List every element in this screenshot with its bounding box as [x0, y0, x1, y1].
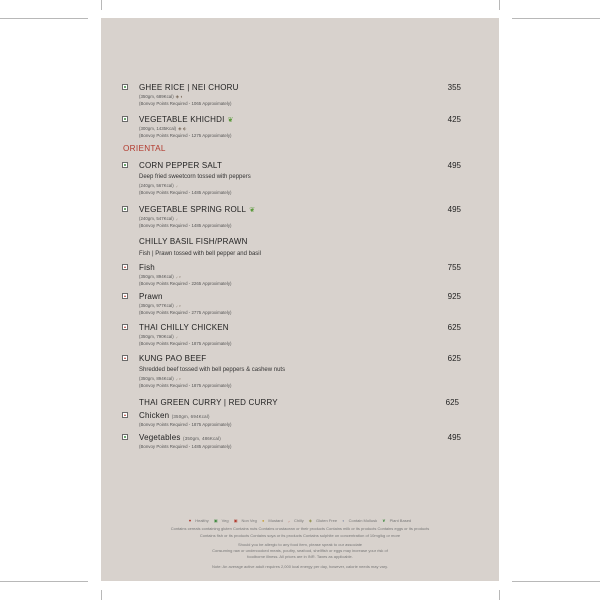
item-price: 625	[447, 354, 461, 363]
crustacean-icon: ⸝ ⸗	[175, 303, 181, 308]
legend-label: Plant Based	[389, 518, 412, 523]
chilly-icon: ⸝	[175, 216, 178, 221]
dish-group-title: CHILLY BASIL FISH/PRAWN	[139, 237, 248, 246]
non-veg-icon	[122, 412, 128, 418]
item-weight-kcal: (350gm, 977Kcal)	[139, 303, 174, 308]
non-veg-icon	[122, 324, 128, 330]
veg-icon	[122, 434, 128, 440]
crop-mark	[499, 0, 500, 10]
section-heading-oriental: ORIENTAL	[123, 144, 166, 153]
nuts-icon: ⸝ ⸗	[175, 376, 181, 381]
item-name: Prawn	[139, 292, 163, 301]
allergen-legend-line: Contains cereals containing gluten Contains nuts Contains crustacean or their products Contains milk or its products Contains eggs or its products	[170, 526, 430, 531]
item-weight-kcal: (350gm, 689Kcal)	[139, 94, 174, 99]
item-description: Deep fried sweetcorn tossed with peppers	[139, 174, 251, 180]
item-price: 625	[447, 323, 461, 332]
item-price: 425	[447, 115, 461, 124]
item-price: 495	[447, 433, 461, 442]
plant-based-icon: ❦	[227, 117, 234, 124]
plant-based-icon: ❦	[249, 207, 256, 214]
legend-label: Veg	[221, 518, 229, 523]
item-points: (Bonvoy Points Required - 1875 Approximately)	[139, 341, 232, 346]
mollusk-icon: ◐	[342, 518, 345, 523]
item-points: (Bonvoy Points Required - 2775 Approximately)	[139, 310, 232, 315]
crop-mark	[0, 18, 88, 19]
menu-page	[101, 18, 499, 581]
item-name: KUNG PAO BEEF	[139, 354, 207, 363]
fish-icon: ⸝ ⸗	[175, 274, 181, 279]
gluten-icon: ◈ ⬖	[178, 126, 187, 131]
veg-icon	[122, 206, 128, 212]
item-weight-kcal: (350gm, 894Kcal)	[139, 274, 174, 279]
energy-note: Note: An average active adult requires 2,000 kcal energy per day, however, calorie needs may vary.	[212, 564, 388, 569]
item-points: (Bonvoy Points Required - 1485 Approximately)	[139, 444, 232, 449]
non-veg-icon: ▣	[233, 518, 238, 523]
item-price: 355	[447, 83, 461, 92]
item-price: 925	[447, 292, 461, 301]
legend-label: Healthy	[195, 518, 209, 523]
allergy-note: Should you be allergic to any food item, please speak to our associate	[237, 542, 363, 547]
veg-icon: ▣	[213, 518, 218, 523]
item-points: (Bonvoy Points Required - 1485 Approximately)	[139, 190, 232, 195]
legend-label: Gluten Free	[315, 518, 338, 523]
gluten-icon: ◈ ◐	[175, 94, 184, 99]
consumption-warning: Consuming raw or undercooked meats, poultry, seafood, shellfish or eggs may increase your risk of	[212, 548, 388, 553]
item-points: (Bonvoy Points Required - 2265 Approximately)	[139, 281, 232, 286]
item-weight-kcal: (240gm, 567Kcal)	[139, 183, 174, 188]
crop-mark	[0, 581, 88, 582]
healthy-icon: ♥	[188, 518, 192, 523]
veg-icon	[122, 116, 128, 122]
item-weight-kcal: (350gm, 790Kcal)	[139, 334, 174, 339]
item-points: (Bonvoy Points Required - 1875 Approximately)	[139, 422, 232, 427]
legend-label: Mustard	[268, 518, 283, 523]
item-name: Vegetables	[139, 433, 181, 442]
item-name: Fish	[139, 263, 155, 272]
non-veg-icon	[122, 264, 128, 270]
item-weight-kcal: (300gm, 1435Kcal)	[139, 126, 177, 131]
allergen-legend-line: Contains fish or its products Contains soya or its products Contains sulphite on concentration of 10mg/kg or more	[199, 533, 401, 538]
item-name: VEGETABLE SPRING ROLL	[139, 205, 247, 214]
item-points: (Bonvoy Points Required - 1065 Approximately)	[139, 101, 232, 106]
item-name: CORN PEPPER SALT	[139, 161, 223, 170]
legend-label: Non Veg	[241, 518, 257, 523]
non-veg-icon	[122, 355, 128, 361]
dish-group-description: Fish | Prawn tossed with bell pepper and basil	[139, 251, 261, 257]
item-price: 755	[447, 263, 461, 272]
plant-based-icon: ❦	[382, 518, 386, 523]
crop-mark	[101, 590, 102, 600]
item-price: 495	[447, 205, 461, 214]
price-note: foodborne illness. All prices are in INR. Taxes as applicable.	[247, 554, 353, 559]
mustard-icon: ●	[261, 518, 265, 523]
crop-mark	[512, 581, 600, 582]
chilly-icon: ⸝	[175, 183, 178, 188]
chilly-icon: ⸝	[287, 518, 290, 523]
chilly-icon: ⸝	[175, 334, 178, 339]
item-description: Shredded beef tossed with bell peppers & cashew nuts	[139, 367, 286, 373]
crop-mark	[101, 0, 102, 10]
dish-group-price: 625	[445, 398, 459, 407]
crop-mark	[499, 590, 500, 600]
item-points: (Bonvoy Points Required - 1875 Approximately)	[139, 383, 232, 388]
item-weight-kcal: (350gm, 694Kcal)	[171, 414, 210, 419]
item-name: THAI CHILLY CHICKEN	[139, 323, 229, 332]
veg-icon	[122, 162, 128, 168]
item-weight-kcal: (350gm, 486Kcal)	[183, 436, 221, 441]
legend-label: Contain Mollusk	[348, 518, 378, 523]
crop-mark	[512, 18, 600, 19]
item-points: (Bonvoy Points Required - 1275 Approximately)	[139, 133, 232, 138]
veg-icon	[122, 84, 128, 90]
item-name: GHEE RICE | NEI CHORU	[139, 83, 239, 92]
item-weight-kcal: (350gm, 894Kcal)	[139, 376, 174, 381]
gluten-free-icon: ◈	[308, 518, 312, 523]
item-name: VEGETABLE KHICHDI	[139, 115, 225, 124]
item-points: (Bonvoy Points Required - 1485 Approximately)	[139, 223, 232, 228]
item-weight-kcal: (240gm, 547Kcal)	[139, 216, 174, 221]
item-name: Chicken	[139, 411, 170, 420]
non-veg-icon	[122, 293, 128, 299]
item-price: 495	[447, 161, 461, 170]
legend-label: Chilly	[293, 518, 304, 523]
dietary-legend	[101, 518, 499, 524]
dish-group-title: THAI GREEN CURRY | RED CURRY	[139, 398, 278, 407]
